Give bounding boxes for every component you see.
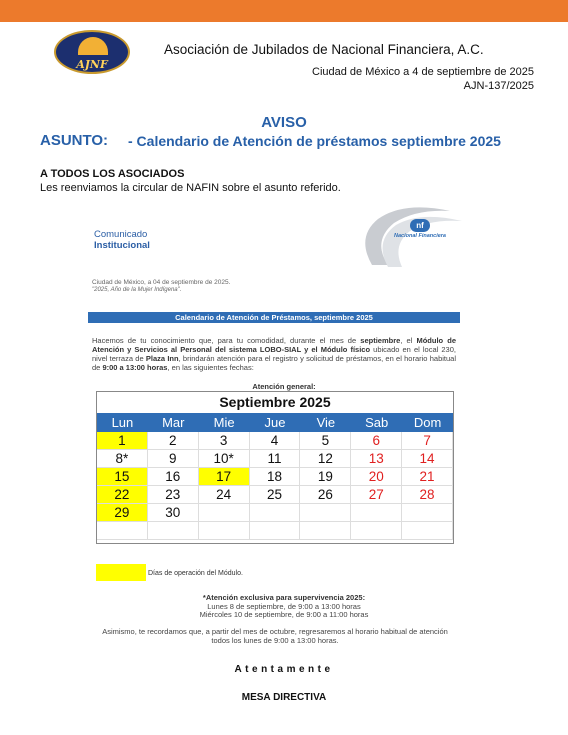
nafin-name: Nacional Financiera bbox=[394, 233, 446, 239]
circular-header bbox=[86, 205, 472, 273]
calendar-day-16: 16 bbox=[148, 468, 199, 486]
closing-note: Asimismo, te recordamos que, a partir del mes de octubre, regresaremos al horario habitual de atención todos los lunes de 9:00 a 13:00 horas. bbox=[102, 627, 448, 645]
weekday-dom: Dom bbox=[413, 415, 442, 430]
calendar bbox=[96, 391, 454, 544]
weekday-lun: Lun bbox=[111, 415, 134, 430]
calendar-day-27: 27 bbox=[351, 486, 402, 504]
document-date: Ciudad de México a 4 de septiembre de 2025 bbox=[312, 66, 534, 78]
calendar-day-9: 9 bbox=[148, 450, 199, 468]
calendar-day-1: 1 bbox=[97, 432, 148, 450]
calendar-day-8: 8* bbox=[97, 450, 148, 468]
supervivencia-line-2: Miércoles 10 de septiembre, de 9:00 a 11:00 horas bbox=[199, 610, 369, 619]
calendar-day-20: 20 bbox=[351, 468, 402, 486]
calendar-day-21: 21 bbox=[402, 468, 453, 486]
logo-text: AJNF bbox=[76, 58, 108, 71]
calendar-day-4: 4 bbox=[250, 432, 301, 450]
calendar-day-14: 14 bbox=[402, 450, 453, 468]
circular-date: Ciudad de México, a 04 de septiembre de 2025. bbox=[92, 279, 231, 286]
supervivencia-note bbox=[0, 594, 568, 620]
calendar-grid bbox=[97, 432, 453, 540]
circular-heading bbox=[94, 229, 150, 251]
weekday-sab: Sab bbox=[365, 415, 389, 430]
calendar-day-26: 26 bbox=[300, 486, 351, 504]
calendar-day-17: 17 bbox=[199, 468, 250, 486]
organization-name: Asociación de Jubilados de Nacional Financiera, A.C. bbox=[164, 42, 484, 57]
subject-label: ASUNTO: bbox=[40, 132, 109, 149]
circular-paragraph: Hacemos de tu conocimiento que, para tu comodidad, durante el mes de septiembre, el Módulo de Atención y Servicios al Personal del sistema LOBO-SIAL y el Módulo físico ubicado en el local 230, nivel terraza de Plaza Inn, brindarán atención para el registro y solicitud de préstamos, en el horario habitual de 9:00 a 13:00 horas, en las siguientes fechas: bbox=[92, 336, 456, 372]
calendar-empty-cell bbox=[300, 504, 351, 522]
calendar-day-25: 25 bbox=[250, 486, 301, 504]
sun-emblem-icon bbox=[78, 37, 108, 55]
calendar-empty-cell bbox=[351, 522, 402, 540]
calendar-title: Septiembre 2025 bbox=[219, 394, 331, 410]
general-attention-label: Atención general: bbox=[252, 382, 316, 391]
calendar-day-6: 6 bbox=[351, 432, 402, 450]
calendar-day-3: 3 bbox=[199, 432, 250, 450]
intro-text: Les reenviamos la circular de NAFIN sobre el asunto referido. bbox=[40, 182, 341, 194]
calendar-banner: Calendario de Atención de Préstamos, septiembre 2025 bbox=[88, 312, 460, 323]
calendar-empty-cell bbox=[199, 504, 250, 522]
addressee: A TODOS LOS ASOCIADOS bbox=[40, 168, 185, 180]
calendar-day-5: 5 bbox=[300, 432, 351, 450]
calendar-day-7: 7 bbox=[402, 432, 453, 450]
calendar-empty-cell bbox=[250, 522, 301, 540]
calendar-day-28: 28 bbox=[402, 486, 453, 504]
calendar-empty-cell bbox=[148, 522, 199, 540]
weekday-vie: Vie bbox=[316, 415, 336, 430]
supervivencia-line-1: Lunes 8 de septiembre, de 9:00 a 13:00 horas bbox=[207, 601, 361, 611]
weekday-mar: Mar bbox=[162, 415, 185, 430]
circular-year-motto: "2025, Año de la Mujer Indígena". bbox=[92, 287, 182, 293]
calendar-day-2: 2 bbox=[148, 432, 199, 450]
calendar-day-30: 30 bbox=[148, 504, 199, 522]
calendar-empty-cell bbox=[199, 522, 250, 540]
nafin-mark-icon: nf bbox=[410, 219, 430, 232]
legend-label: Días de operación del Módulo. bbox=[148, 570, 243, 577]
calendar-empty-cell bbox=[402, 522, 453, 540]
calendar-day-11: 11 bbox=[250, 450, 301, 468]
calendar-day-19: 19 bbox=[300, 468, 351, 486]
supervivencia-title: *Atención exclusiva para supervivencia 2025: bbox=[202, 593, 366, 602]
document-reference: AJN-137/2025 bbox=[463, 80, 534, 92]
calendar-day-10: 10* bbox=[199, 450, 250, 468]
weekday-mie: Mie bbox=[213, 415, 235, 430]
calendar-day-12: 12 bbox=[300, 450, 351, 468]
calendar-day-22: 22 bbox=[97, 486, 148, 504]
calendar-empty-cell bbox=[97, 522, 148, 540]
subject-text: - Calendario de Atención de préstamos septiembre 2025 bbox=[128, 133, 501, 149]
calendar-empty-cell bbox=[250, 504, 301, 522]
notice-title: AVISO bbox=[261, 114, 307, 131]
signature-closing: Atentamente bbox=[234, 664, 334, 675]
circular-heading-line2: Institucional bbox=[94, 240, 150, 251]
calendar-day-18: 18 bbox=[250, 468, 301, 486]
calendar-day-13: 13 bbox=[351, 450, 402, 468]
calendar-empty-cell bbox=[351, 504, 402, 522]
calendar-day-23: 23 bbox=[148, 486, 199, 504]
calendar-weekday-header bbox=[97, 413, 453, 432]
signature-signer: MESA DIRECTIVA bbox=[241, 692, 327, 703]
calendar-empty-cell bbox=[300, 522, 351, 540]
calendar-day-15: 15 bbox=[97, 468, 148, 486]
weekday-jue: Jue bbox=[264, 415, 286, 430]
calendar-day-24: 24 bbox=[199, 486, 250, 504]
legend-swatch bbox=[96, 564, 146, 581]
circular-heading-line1: Comunicado bbox=[94, 229, 148, 240]
calendar-empty-cell bbox=[402, 504, 453, 522]
association-logo bbox=[54, 30, 130, 74]
nafin-logo bbox=[384, 219, 456, 239]
top-color-bar bbox=[0, 0, 568, 22]
calendar-day-29: 29 bbox=[97, 504, 148, 522]
